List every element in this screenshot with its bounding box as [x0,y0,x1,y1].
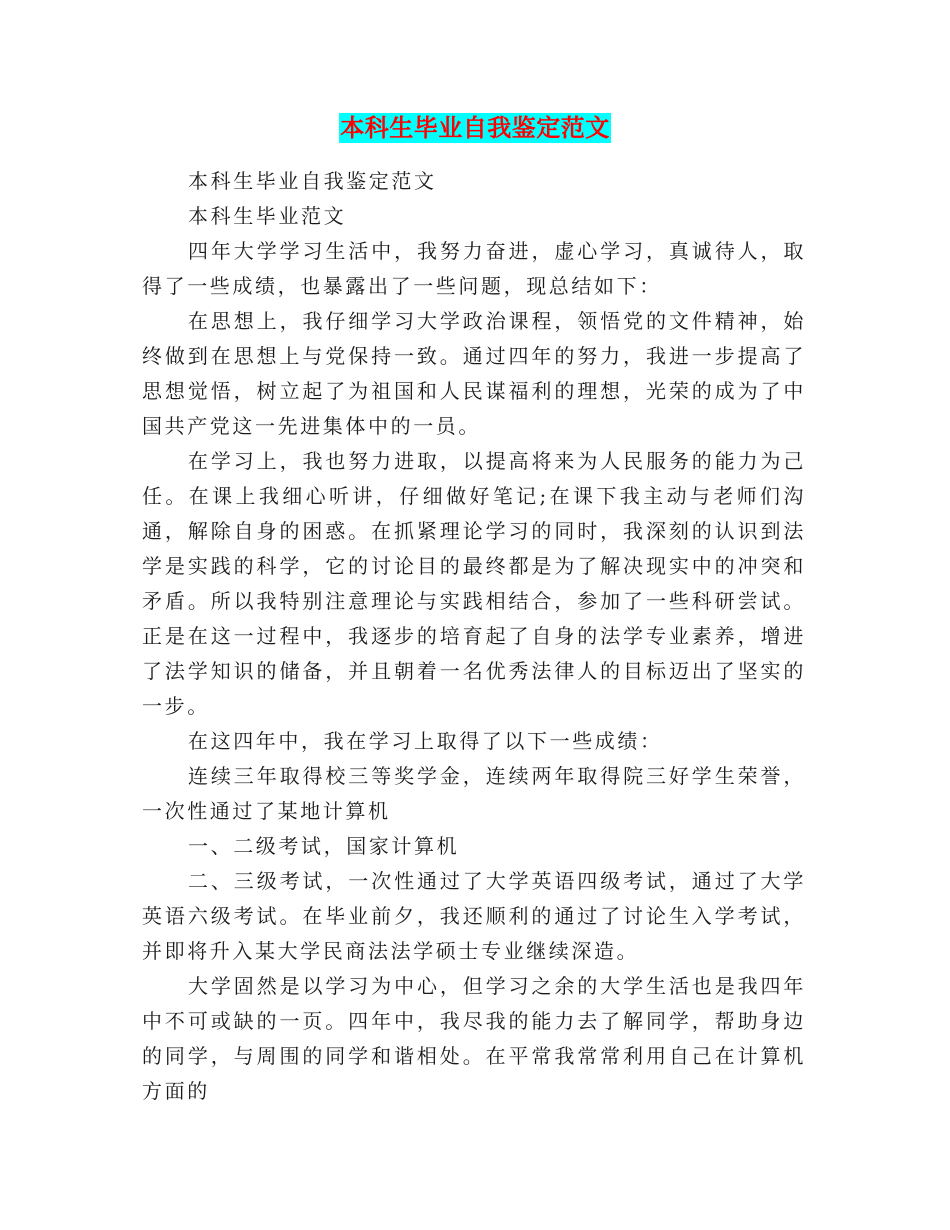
document-body [142,164,806,1109]
paragraph-subheading: 本科生毕业范文 [188,204,347,228]
paragraph-english-exam: 二、三级考试，一次性通过了大学英语四级考试，通过了大学英语六级考试。在毕业前夕，我还顺利的通过了讨论生入学考试，并即将升入某大学民商法法学硕士专业继续深造。 [142,869,806,963]
paragraph-study: 在学习上，我也努力进取，以提高将来为人民服务的能力为己任。在课上我细心听讲，仔细做好笔记;在课下我主动与老师们沟通，解除自身的困惑。在抓紧理论学习的同时，我深刻的认识到法学是实践的科学，它的讨论目的最终都是为了解决现实中的冲突和矛盾。所以我特别注意理论与实践相结合，参加了一些科研尝试。正是在这一过程中，我逐步的培育起了自身的法学专业素养，增进了法学知识的储备，并且朝着一名优秀法律人的目标迈出了坚实的一步。 [142,449,806,718]
paragraph-intro: 四年大学学习生活中，我努力奋进，虚心学习，真诚待人，取得了一些成绩，也暴露出了一些问题，现总结如下： [142,239,806,298]
paragraph-college-life: 大学固然是以学习为中心，但学习之余的大学生活也是我四年中不可或缺的一页。四年中，我尽我的能力去了解同学，帮助身边的同学，与周围的同学和谐相处。在平常我常常利用自己在计算机方面的 [142,974,806,1103]
paragraph-heading: 本科生毕业自我鉴定范文 [188,169,437,193]
paragraph-computer-exam: 一、二级考试，国家计算机 [188,834,460,858]
paragraph-scholarship: 连续三年取得校三等奖学金，连续两年取得院三好学生荣誉，一次性通过了某地计算机 [142,764,806,823]
paragraph-thought: 在思想上，我仔细学习大学政治课程，领悟党的文件精神，始终做到在思想上与党保持一致。通过四年的努力，我进一步提高了思想觉悟，树立起了为祖国和人民谋福利的理想，光荣的成为了中国共产党这一先进集体中的一员。 [142,309,806,438]
title-wrap [0,113,950,143]
paragraph-achievements-intro: 在这四年中，我在学习上取得了以下一些成绩： [188,729,663,753]
document-title: 本科生毕业自我鉴定范文 [340,114,610,142]
